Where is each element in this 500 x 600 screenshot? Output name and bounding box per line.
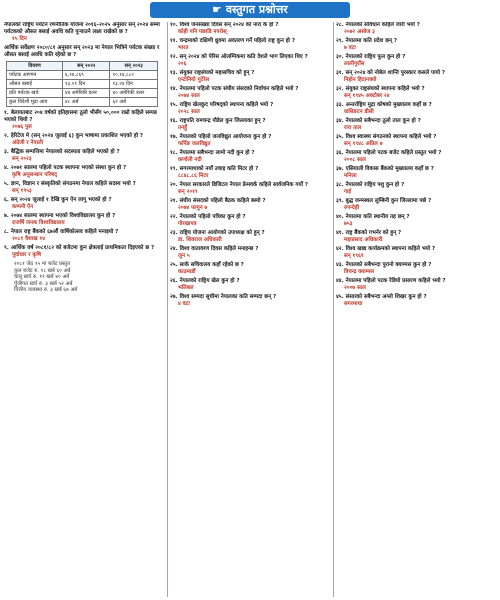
- question-text: नेपालको संविधान कहिले जारी भयो ?: [345, 22, 420, 28]
- answer-text: पूर्वाधार र कृषि: [12, 252, 41, 258]
- bullet-item: वित्तीय व्यवस्था रु. ३ खर्ब ६७ अर्ब: [14, 287, 78, 294]
- list-item: [336, 278, 496, 292]
- question-number: ४३.: [336, 262, 344, 268]
- question-text: २०७४ सालमा स्थापना भएको विश्वविद्यालय कुन हो ?: [10, 213, 116, 219]
- answer-text: सगरमाथा: [344, 301, 363, 307]
- answer-text: २०७२ असोज ३: [344, 29, 375, 35]
- question-number: १४.: [170, 86, 178, 92]
- answer-text: २०७४ फागुन ७: [178, 205, 208, 211]
- list-item: [4, 165, 164, 179]
- list-item: [170, 54, 330, 68]
- question-list: [4, 110, 164, 259]
- answer-text: अंग्रेजी र नेपाली: [12, 140, 44, 146]
- question-number: ३३.: [336, 102, 344, 108]
- answer-text: जुन ५: [178, 253, 190, 259]
- list-item: [336, 214, 496, 228]
- intro-question: [4, 22, 164, 43]
- question-text: राष्ट्रिय योजना आयोगको उपाध्यक्ष को हुन् ?: [179, 230, 265, 236]
- question-text: नेपालमा कति प्रदेश छन् ?: [345, 38, 397, 44]
- question-number: २४.: [170, 246, 178, 252]
- question-number: ४.: [4, 165, 9, 171]
- answer-text: कम्पनी ऐन: [12, 204, 34, 210]
- list-item: [170, 214, 330, 228]
- question-list: [170, 22, 330, 308]
- question-number: २९.: [336, 38, 344, 44]
- table-cell: १३.२४ दिन: [110, 80, 158, 89]
- table-header: सन् २०२३: [110, 62, 158, 71]
- answer-text: २०६: [178, 61, 187, 67]
- list-item: [170, 118, 330, 132]
- question-number: ११.: [170, 38, 178, 44]
- question-text: विश्व स्वास्थ्य संगठनको स्थापना कहिले भयो ?: [345, 134, 437, 140]
- list-item: [170, 198, 330, 212]
- question-number: ३७.: [336, 166, 344, 172]
- list-item: [170, 150, 330, 164]
- answer-text: गाई: [344, 189, 352, 195]
- list-item: [336, 246, 496, 260]
- question-text: नेपालमा पहिलो पटक बजेट कहिले प्रस्तुत भयो ?: [345, 150, 442, 156]
- question-number: १.: [4, 110, 9, 116]
- list-item: [4, 245, 164, 259]
- answer-text: २०७६ पुस: [12, 124, 32, 130]
- bullet-item: कुल बजेट रु. १८ खर्ब ६० अर्ब: [14, 267, 71, 274]
- question-number: ३१.: [336, 70, 344, 76]
- question-text: हेरिटेज मे (सन् २०२४ जुलाई ६) कुन भाषामा प्रकाशित भएको हो ?: [10, 133, 144, 139]
- table-cell: ६,१४,८६९: [63, 71, 110, 80]
- answer-text: त्रिचन्द्र क्याम्पस: [344, 269, 375, 275]
- question-text: सन् २०२४ जुलाई १ देखि कुन ऐन लागू भएको हो ?: [10, 197, 112, 203]
- list-item: [336, 118, 496, 132]
- question-text: नेपालको राष्ट्रिय पर्यटन रणनीतिक योजना २०१६–२०२५ अनुसार सन् २०२४ सम्मा पर्यटकको औसत बसाई अवधि कति पुऱ्याउने लक्ष्य राखेको छ ?: [4, 22, 160, 35]
- answer-text: मनिला: [344, 173, 357, 179]
- question-text: बुद्ध जन्मस्थल लुम्बिनी कुन जिल्लामा पर्छ ?: [345, 198, 432, 204]
- question-number: १२.: [170, 54, 178, 60]
- bullet-list: [14, 261, 164, 294]
- question-number: १५.: [170, 102, 178, 108]
- list-item: [336, 22, 496, 36]
- question-number: २१.: [170, 198, 178, 204]
- list-item: [4, 213, 164, 227]
- question-text: आर्थिक सर्वेक्षण २०८०/८१ अनुसार सन् २०२३ मा नेपाल भित्रिने पर्यटक संख्या र औसत बसाई अवधि कति रहेको छ ?: [4, 45, 160, 58]
- question-text: ज्ञान, विज्ञान र संस्कृतिको संगठनमा नेपाल कहिले सदस्य भयो ?: [10, 181, 136, 187]
- question-text: आर्थिक वर्ष २०८१/८२ को बजेटमा कुन क्षेत्रलाई प्राथमिकता दिइएको छ ?: [10, 245, 155, 251]
- question-number: २३.: [170, 230, 178, 236]
- answer-text: रारा ताल: [344, 125, 362, 131]
- table-cell: औसत बसाई: [7, 80, 63, 89]
- list-item: [336, 70, 496, 84]
- answer-text: एन्टोनियो गुटेरेस: [178, 77, 210, 83]
- answer-text: सन् २०२३: [12, 156, 32, 162]
- question-text: राष्ट्र बैंकको गभर्नर को हुन् ?: [345, 230, 402, 236]
- question-number: ७.: [4, 213, 9, 219]
- list-item: [336, 54, 496, 68]
- question-number: ९.: [4, 245, 9, 251]
- question-number: ४०.: [336, 214, 344, 220]
- header: [0, 0, 500, 20]
- list-item: [4, 181, 164, 195]
- table-cell: १३.०१ दिन: [63, 80, 110, 89]
- question-text: बैद्धिक सम्पत्तिमा नेपालको सदस्यता कहिले भएको हो ?: [10, 149, 120, 155]
- question-text: संघीय संसदको पहिलो बैठक कहिले बस्यो ?: [179, 198, 266, 204]
- list-item: [336, 134, 496, 148]
- list-item: [170, 294, 330, 308]
- question-text: नेपालको राष्ट्रिय खेल कुन हो ?: [179, 278, 240, 284]
- answer-text: ७ वटा: [344, 45, 356, 51]
- list-item: [336, 150, 496, 164]
- question-list: [336, 22, 496, 308]
- answer-text: वासिङटन डीसी: [344, 109, 374, 115]
- question-text: सन् २०२४ को पेरिस ओलम्पिकमा कति देशले भाग लिएका थिए ?: [179, 54, 308, 60]
- list-item: [170, 230, 330, 244]
- question-number: ४४.: [336, 278, 344, 284]
- question-number: ३०.: [336, 54, 344, 60]
- question-number: १७.: [170, 134, 178, 140]
- list-item: [4, 149, 164, 163]
- answer-text: कोही पनि पछाडि नपरोस्: [178, 29, 227, 35]
- question-text: अन्तर्राष्ट्रिय मुद्रा कोषको मुख्यालय कहाँ छ ?: [345, 102, 432, 108]
- question-text: सन् २०२४ को नोबेल शान्ति पुरस्कार कसले पायो ?: [345, 70, 446, 76]
- column-1: [4, 22, 164, 597]
- page-title: ☛ वस्तुगत प्रश्नोत्तर: [212, 3, 288, 16]
- answer-text: २०७४ साल: [178, 93, 200, 99]
- answer-text: गोरखापत्र: [178, 221, 197, 227]
- question-number: १०.: [170, 22, 178, 28]
- bullet-item: २०८१ जेठ १५ मा बजेट प्रस्तुत: [14, 261, 71, 267]
- answer-text: कर्णाली नदी: [178, 157, 202, 163]
- question-number: २६.: [170, 278, 178, 284]
- list-item: [170, 166, 330, 180]
- column-3: [336, 22, 496, 597]
- list-item: [336, 102, 496, 116]
- answer-text: डा. शिवराज अधिकारी: [178, 237, 222, 243]
- table-cell: ६२ अर्ब: [110, 98, 158, 107]
- question-number: १९.: [170, 166, 178, 172]
- answer-text: ७५३: [344, 221, 353, 227]
- question-text: संसारको सबैभन्दा अग्लो शिखर कुन हो ?: [345, 294, 427, 300]
- question-number: २८.: [336, 22, 344, 28]
- list-item: [170, 278, 330, 292]
- list-item: [4, 229, 164, 243]
- list-item: [336, 166, 496, 180]
- question-text: राष्ट्रिय खेलकुद परिषद्को स्थापना कहिले भयो ?: [179, 102, 274, 108]
- list-item: [4, 133, 164, 147]
- list-item: [170, 102, 330, 116]
- answer-text: सन् १९४५ अक्टोबर २४: [344, 93, 390, 99]
- question-number: १८.: [170, 150, 178, 156]
- question-text: बेलायतबाट २०४ वर्षको इतिहासमा ठूलो भीसँग ५०,००० राम्रो कहिले सम्पन्न भएको थियो ?: [4, 110, 157, 123]
- answer-text: काठमाडौं: [178, 269, 196, 275]
- table-cell: ४८ अर्ब: [63, 98, 110, 107]
- question-text: नेपालको सबैभन्दा ठूलो ताल कुन हो ?: [345, 118, 421, 124]
- list-item: [170, 134, 330, 148]
- question-text: एसियाली विकास बैंकको मुख्यालय कहाँ छ ?: [345, 166, 434, 172]
- question-text: नेपालको राष्ट्रिय फूल कुन हो ?: [345, 54, 406, 60]
- columns: [4, 22, 496, 597]
- question-text: नेपालमा पहिलो पटक रेडियो प्रसारण कहिले भयो ?: [345, 278, 446, 284]
- question-number: ३९.: [336, 198, 344, 204]
- answer-text: भलिबल: [178, 285, 194, 291]
- question-text: विश्व जनसंख्या दिवस सन् २०२४ को नारा के हो ?: [179, 22, 279, 28]
- list-item: [170, 182, 330, 196]
- question-number: ४१.: [336, 230, 344, 236]
- answer-text: लालीगुराँस: [344, 61, 365, 67]
- question-text: सगरमाथाको नयाँ उचाइ कति मिटर हो ?: [179, 166, 259, 172]
- question-text: संयुक्त राष्ट्रसंघको महासचिव को हुन् ?: [179, 70, 255, 76]
- list-item: [336, 198, 496, 212]
- list-item: [170, 22, 330, 36]
- question-text: नेपाल राष्ट्र बैंकको ६७औं वार्षिकोत्सव कहिले मनाइयो ?: [10, 229, 119, 235]
- question-text: नेपाल सरकारले डिजिटल नेपाल फ्रेमवर्क कहिले सार्वजनिक गर्यो ?: [179, 182, 308, 188]
- table-header: विवरण: [7, 62, 63, 71]
- table-cell: प्रति पर्यटक खर्च: [7, 89, 63, 98]
- column-divider: [333, 22, 334, 597]
- question-number: २२.: [170, 214, 178, 220]
- question-text: नेपालको राष्ट्रिय पशु कुन हो ?: [345, 182, 405, 188]
- question-number: २०.: [170, 182, 178, 188]
- data-table: [6, 61, 158, 107]
- question-number: १६.: [170, 118, 178, 124]
- question-text: राष्ट्रपति रामचन्द्र पौडेल कुन जिल्लाका हुन् ?: [179, 118, 266, 124]
- question-text: संयुक्त राष्ट्रसंघको स्थापना कहिले भयो ?: [345, 86, 425, 92]
- list-item: [336, 38, 496, 52]
- answer-text: राजर्षि जनक विश्वविद्यालय: [12, 220, 65, 226]
- list-item: [336, 86, 496, 100]
- table-cell: ४४ अमेरिकी डलर: [63, 89, 110, 98]
- question-text: विश्व खाद्य कार्यक्रमको स्थापना कहिले भयो ?: [345, 246, 436, 252]
- question-number: २.: [4, 133, 9, 139]
- list-item: [4, 110, 164, 131]
- question-number: ३२.: [336, 86, 344, 92]
- table-cell: ४० अमेरिकी डलर: [110, 89, 158, 98]
- table-question: [4, 45, 164, 59]
- answer-text: भारत: [178, 45, 189, 51]
- question-number: ८.: [4, 229, 9, 235]
- answer-text: २०८१ वैशाख १४: [12, 236, 46, 242]
- answer-text: २००७ साल: [344, 285, 366, 291]
- bullet-item: चालू खर्च रु. ११ खर्ब ४० अर्ब: [14, 274, 70, 281]
- answer-text: फर्पिङ जलविद्युत: [178, 141, 211, 147]
- answer-text: ४ वटा: [178, 301, 190, 307]
- question-number: ४५.: [336, 294, 344, 300]
- question-number: ४२.: [336, 246, 344, 252]
- answer-text: ८८४८.८६ मिटर: [178, 173, 209, 179]
- answer-text: कृषि अनुसन्धान परिषद्: [12, 172, 57, 178]
- question-text: विश्व सम्पदा सूचीमा नेपालका कति सम्पदा छन् ?: [179, 294, 277, 300]
- answer-text: १५ दिन: [12, 36, 27, 42]
- table-row: [7, 71, 158, 80]
- question-number: २५.: [170, 262, 178, 268]
- question-text: नेपालमा कति स्थानीय तह छन् ?: [345, 214, 410, 220]
- question-number: ३८.: [336, 182, 344, 188]
- question-number: ६.: [4, 197, 9, 203]
- bullet-item: पुँजीगत खर्च रु. ३ खर्ब ५२ अर्ब: [14, 280, 73, 287]
- answer-text: २०२८ साल: [178, 109, 200, 115]
- list-item: [336, 294, 496, 308]
- list-item: [170, 246, 330, 260]
- column-divider: [167, 22, 168, 597]
- answer-text: निहोन हिदानक्यो: [344, 77, 377, 83]
- answer-text: सन् २०१९: [178, 189, 198, 195]
- question-text: विश्व वातावरण दिवस कहिले मनाइन्छ ?: [179, 246, 259, 252]
- question-text: सार्क सचिवालय कहाँ रहेको छ ?: [179, 262, 244, 268]
- question-number: ५.: [4, 181, 9, 187]
- answer-text: तनहुँ: [178, 125, 187, 131]
- list-item: [336, 262, 496, 276]
- table-header: सन् २०२२: [63, 62, 110, 71]
- question-text: नेपालमा सबैभन्दा लामो नदी कुन हो ?: [179, 150, 255, 156]
- table-cell: १०,१४,८८२: [110, 71, 158, 80]
- table-cell: कुल विदेशी मुद्रा आय: [7, 98, 63, 107]
- list-item: [170, 38, 330, 52]
- question-number: ३५.: [336, 134, 344, 140]
- table-cell: पर्यटक आगमन: [7, 71, 63, 80]
- list-item: [170, 86, 330, 100]
- list-item: [170, 70, 330, 84]
- table-row: [7, 98, 158, 107]
- table-row: [7, 80, 158, 89]
- answer-text: सन् १९५३: [12, 188, 32, 194]
- question-text: नेपालको पहिलो पत्रिका कुन हो ?: [179, 214, 246, 220]
- list-item: [4, 197, 164, 211]
- question-number: ३.: [4, 149, 9, 155]
- question-number: २७.: [170, 294, 178, 300]
- question-text: नेपालमा पहिलो पटक संघीय संसदको निर्वाचन कहिले भयो ?: [179, 86, 299, 92]
- column-2: [170, 22, 330, 597]
- list-item: [336, 230, 496, 244]
- answer-text: सन् १९४८ अप्रिल ७: [344, 141, 383, 147]
- table-row: [7, 89, 158, 98]
- question-text: नेपालको सबैभन्दा पुरानो क्याम्पस कुन हो ?: [345, 262, 432, 268]
- answer-text: रुपन्देही: [344, 205, 360, 211]
- question-number: ३४.: [336, 118, 344, 124]
- answer-text: २००८ साल: [344, 157, 366, 163]
- list-item: [170, 262, 330, 276]
- question-number: १३.: [170, 70, 178, 76]
- answer-text: महाप्रसाद अधिकारी: [344, 237, 383, 243]
- list-item: [336, 182, 496, 196]
- question-text: नेपालको पहिलो जलविद्युत आयोजना कुन हो ?: [179, 134, 272, 140]
- answer-text: सन् १९६१: [344, 253, 364, 259]
- question-text: चन्द्रमाको दक्षिणी ध्रुवमा अवतरण गर्ने पहिलो राष्ट्र कुन हो ?: [179, 38, 295, 44]
- question-text: २०७१ सालमा पहिलो पटक स्थापना भएको संस्था कुन हो ?: [10, 165, 127, 171]
- question-number: ३६.: [336, 150, 344, 156]
